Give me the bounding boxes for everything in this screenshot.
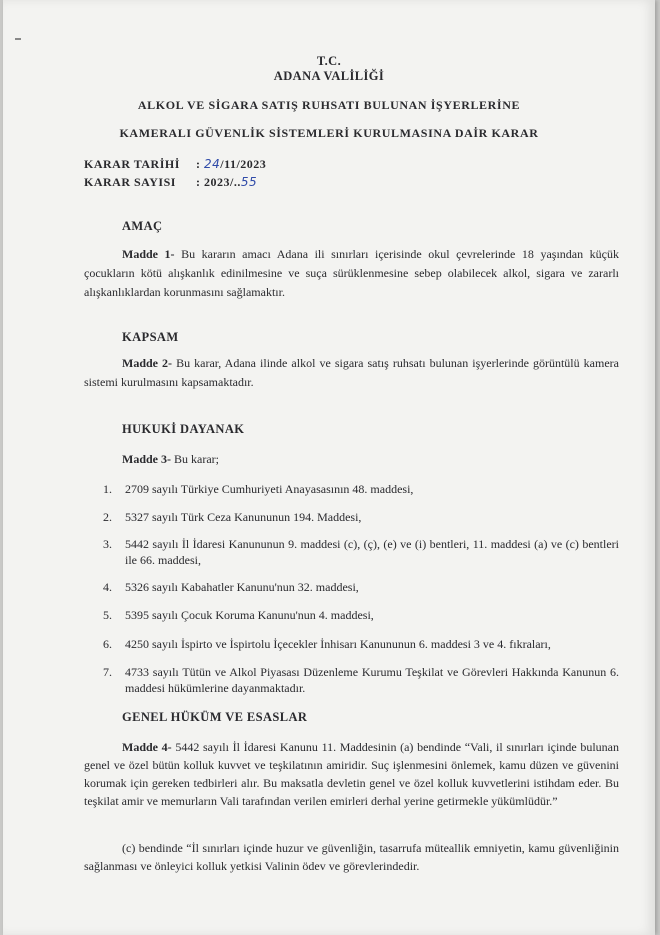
header-tc: T.C.	[316, 54, 342, 68]
article-2-lead: Madde 2-	[122, 356, 173, 370]
list-item-number: 5.	[103, 608, 112, 622]
decision-date-rest: /11/2023	[220, 157, 267, 171]
list-item-text: 4250 sayılı İspirto ve İspirtolu İçecekler İnhisarı Kanununun 6. maddesi 3 ve 4. fıkraları,	[125, 637, 551, 651]
article-4-clause-c-text: (c) bendinde “İl sınırları içinde huzur ve güvenliğin, tasarrufa müteallik emniyetin, kamu güvenliğinin sağlanması ve önleyici kolluk yetkisi Valinin ödev ve görevlerindedir.	[84, 841, 619, 873]
document-page	[3, 0, 655, 935]
article-4-lead: Madde 4-	[122, 740, 172, 754]
list-item-number: 6.	[103, 637, 112, 651]
section-heading-general-provisions: GENEL HÜKÜM VE ESASLAR	[122, 710, 308, 724]
article-3	[84, 450, 619, 469]
article-3-text: Bu karar;	[171, 452, 219, 466]
article-4-text: 5442 sayılı İl İdaresi Kanunu 11. Maddesinin (a) bendinde “Vali, il sınırları içinde bulunan genel ve özel bütün kolluk kuvvet ve teşkilatının amiridir. Suç işlenmesini önlemek, kamu düzen ve güvenini korumak için gereken tedbirleri alır. Bu maksatla devletin genel ve özel kolluk kuvvetlerini istihdam eder. Bu teşkilat amir ve memurların Vali tarafından verilen emirleri derhal yerine getirmekle yükümlüdür.”	[84, 740, 619, 808]
decision-number-prefix: 2023/..	[204, 175, 241, 189]
list-item-number: 2.	[103, 510, 112, 524]
handwritten-day: 24	[204, 157, 221, 171]
list-item-text: 5326 sayılı Kabahatler Kanunu'nun 32. maddesi,	[125, 580, 359, 594]
article-1	[84, 245, 619, 302]
article-4-clause-c	[84, 839, 619, 875]
decision-date-label: KARAR TARİHİ	[84, 157, 180, 171]
list-item-text: 5442 sayılı İl İdaresi Kanununun 9. maddesi (c), (ç), (e) ve (i) bentleri, 11. maddesi (a) ve (c) bentleri ile 66. maddesi,	[125, 537, 619, 567]
decision-number-colon: :	[196, 175, 201, 189]
section-heading-scope: KAPSAM	[122, 330, 179, 344]
document-title-line1: ALKOL VE SİGARA SATIŞ RUHSATI BULUNAN İŞYERLERİNE	[137, 98, 521, 112]
list-item-text: 5395 sayılı Çocuk Koruma Kanunu'nun 4. maddesi,	[125, 608, 374, 622]
decision-number	[84, 175, 257, 190]
decision-date	[84, 157, 266, 172]
article-4	[84, 738, 619, 810]
list-item-number: 3.	[103, 537, 112, 551]
page-mark	[15, 38, 21, 40]
decision-date-colon: :	[196, 157, 201, 171]
article-2-text: Bu karar, Adana ilinde alkol ve sigara satış ruhsatı bulunan işyerlerinde görüntülü kamera sistemi kurulmasını kapsamaktadır.	[84, 356, 619, 389]
list-item-number: 7.	[103, 665, 112, 679]
handwritten-number: 55	[240, 175, 258, 189]
document-title-line2: KAMERALI GÜVENLİK SİSTEMLERİ KURULMASINA DAİR KARAR	[119, 126, 539, 140]
section-heading-purpose: AMAÇ	[122, 219, 163, 233]
section-heading-legal-basis: HUKUKİ DAYANAK	[122, 422, 245, 436]
list-item-text: 5327 sayılı Türk Ceza Kanununun 194. Maddesi,	[125, 510, 362, 524]
header-governorship: ADANA VALİLİĞİ	[273, 69, 385, 83]
list-item-number: 1.	[103, 482, 112, 496]
article-3-lead: Madde 3-	[122, 452, 171, 466]
list-item-text: 2709 sayılı Türkiye Cumhuriyeti Anayasasının 48. maddesi,	[125, 482, 414, 496]
list-item-text: 4733 sayılı Tütün ve Alkol Piyasası Düzenleme Kurumu Teşkilat ve Görevleri Hakkında Kanunun 6. maddesi hükümlerine dayanmaktadır.	[125, 665, 619, 695]
article-2	[84, 354, 619, 392]
article-1-text: Bu kararın amacı Adana ili sınırları içerisinde okul çevrelerinde 18 yaşından küçük çocukların kötü alışkanlık edinilmesine ve suça sürüklenmesine sebep olabilecek alkol, sigara ve zararlı alışkanlıklardan korunmasını sağlamaktır.	[84, 247, 619, 299]
article-1-lead: Madde 1-	[122, 247, 175, 261]
list-item-number: 4.	[103, 580, 112, 594]
decision-number-label: KARAR SAYISI	[84, 175, 176, 189]
